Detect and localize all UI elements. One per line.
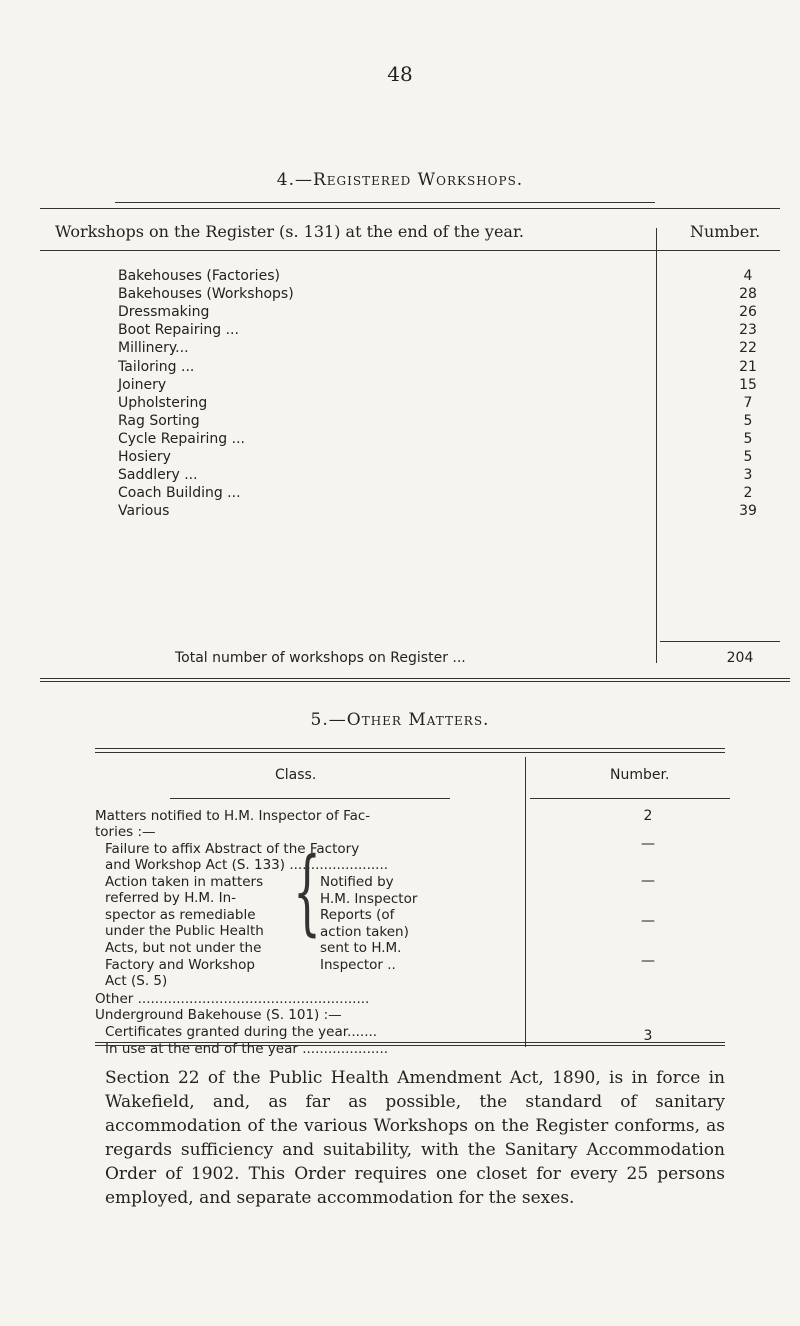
workshop-count: 5 bbox=[743, 449, 753, 465]
table-row bbox=[118, 304, 778, 322]
divider bbox=[530, 798, 730, 799]
workshop-type: Bakehouses (Factories) bbox=[118, 268, 280, 284]
class-line: Other ...................................................... bbox=[95, 991, 370, 1007]
class-number: — bbox=[641, 836, 655, 852]
divider bbox=[95, 1042, 725, 1043]
class-line: Matters notified to H.M. Inspector of Fac- bbox=[95, 808, 371, 824]
divider bbox=[170, 798, 450, 799]
table-row bbox=[118, 340, 778, 358]
workshop-type: Joinery bbox=[118, 376, 167, 393]
workshop-count: 2 bbox=[743, 485, 753, 502]
workshop-type: Millinery... bbox=[118, 340, 189, 357]
column-divider bbox=[525, 757, 526, 1047]
body-paragraph: Section 22 of the Public Health Amendment Act, 1890, is in force in Wakefield, and, as far as possible, the standard of sanitary accommodation of the various Workshops on the Register conforms, as regards sufficiency and suitability, with the Sanitary Accommodation Order of 1902. This Order requires one closet for every 25 persons employed, and separate accommodation for the sexes. bbox=[105, 1068, 725, 1208]
table-row bbox=[118, 268, 778, 286]
workshop-count: 15 bbox=[739, 376, 757, 393]
workshop-count: 22 bbox=[739, 340, 757, 357]
workshop-count: 39 bbox=[739, 503, 757, 520]
brace-line: H.M. Inspector bbox=[320, 890, 418, 907]
class-line: tories :— bbox=[95, 824, 156, 840]
brace-line: Notified by bbox=[320, 874, 394, 890]
workshop-type: Cycle Repairing ... bbox=[118, 430, 245, 447]
brace-line: action taken) bbox=[320, 923, 409, 940]
class-line: spector as remediable bbox=[105, 907, 256, 923]
class-number: 3 bbox=[643, 1028, 653, 1044]
divider bbox=[115, 202, 655, 203]
workshop-count: 21 bbox=[739, 358, 757, 375]
section-5-column-class: Class. bbox=[275, 767, 317, 783]
table-row bbox=[118, 286, 778, 304]
table-row bbox=[118, 485, 778, 503]
workshop-type: Rag Sorting bbox=[118, 412, 200, 429]
class-line: referred by H.M. In- bbox=[105, 890, 237, 906]
divider bbox=[40, 250, 780, 251]
table-row bbox=[118, 413, 778, 431]
table-row bbox=[118, 503, 778, 521]
workshop-count: 28 bbox=[739, 286, 757, 303]
workshop-count: 4 bbox=[743, 268, 753, 284]
class-line: Failure to affix Abstract of the Factory bbox=[105, 841, 360, 857]
table-row bbox=[118, 377, 778, 395]
divider bbox=[95, 748, 725, 749]
workshop-count: 7 bbox=[743, 394, 753, 411]
table-row bbox=[118, 467, 778, 485]
workshop-count: 5 bbox=[743, 412, 753, 429]
workshop-type: Upholstering bbox=[118, 394, 208, 411]
page-number: 48 bbox=[387, 62, 413, 86]
workshop-count: 3 bbox=[743, 467, 753, 484]
section-4-column-number: Number. bbox=[690, 222, 761, 241]
brace-line: Reports (of bbox=[320, 907, 395, 924]
class-number: — bbox=[641, 913, 655, 929]
class-line: Acts, but not under the bbox=[105, 940, 262, 956]
workshop-count: 5 bbox=[743, 430, 753, 447]
section-4-column-label: Workshops on the Register (s. 131) at the end of the year. bbox=[55, 222, 524, 241]
brace-line: Inspector .. bbox=[320, 957, 396, 973]
workshop-type: Boot Repairing ... bbox=[118, 322, 239, 339]
table-row bbox=[118, 359, 778, 377]
class-line: under the Public Health bbox=[105, 923, 264, 939]
divider bbox=[95, 1045, 725, 1046]
class-number: — bbox=[641, 873, 655, 889]
brace-open: { bbox=[293, 839, 321, 947]
section-4-title: 4.—Registered Workshops. bbox=[276, 170, 524, 190]
divider bbox=[40, 208, 780, 209]
table-row bbox=[118, 431, 778, 449]
workshop-count: 23 bbox=[739, 322, 757, 339]
total-value: 204 bbox=[726, 650, 754, 666]
divider bbox=[95, 752, 725, 753]
table-row bbox=[118, 449, 778, 467]
class-line: Action taken in matters bbox=[105, 874, 264, 890]
workshop-type: Various bbox=[118, 503, 170, 520]
class-line: and Workshop Act (S. 133) ....................... bbox=[105, 857, 389, 873]
workshop-type: Bakehouses (Workshops) bbox=[118, 286, 294, 303]
workshop-count: 26 bbox=[739, 304, 757, 321]
class-line: Factory and Workshop bbox=[105, 957, 255, 973]
section-5-title: 5.—Other Matters. bbox=[310, 710, 490, 730]
table-row bbox=[118, 395, 778, 413]
brace-line: sent to H.M. bbox=[320, 940, 402, 957]
divider bbox=[660, 641, 780, 642]
class-number: 2 bbox=[643, 808, 653, 824]
total-label: Total number of workshops on Register ... bbox=[175, 650, 466, 666]
workshop-type: Tailoring ... bbox=[118, 358, 195, 375]
section-5-column-number: Number. bbox=[610, 767, 670, 783]
divider bbox=[40, 678, 790, 679]
class-line: Act (S. 5) bbox=[105, 973, 168, 989]
class-line: Certificates granted during the year....... bbox=[105, 1024, 378, 1040]
workshop-type: Hosiery bbox=[118, 449, 171, 465]
class-line: In use at the end of the year .................... bbox=[105, 1041, 389, 1057]
workshop-type: Saddlery ... bbox=[118, 467, 198, 484]
class-line: Underground Bakehouse (S. 101) :— bbox=[95, 1007, 342, 1023]
workshop-type: Coach Building ... bbox=[118, 485, 241, 502]
workshop-type: Dressmaking bbox=[118, 304, 210, 321]
class-number: — bbox=[641, 953, 655, 969]
table-row bbox=[118, 322, 778, 340]
divider bbox=[40, 681, 790, 682]
